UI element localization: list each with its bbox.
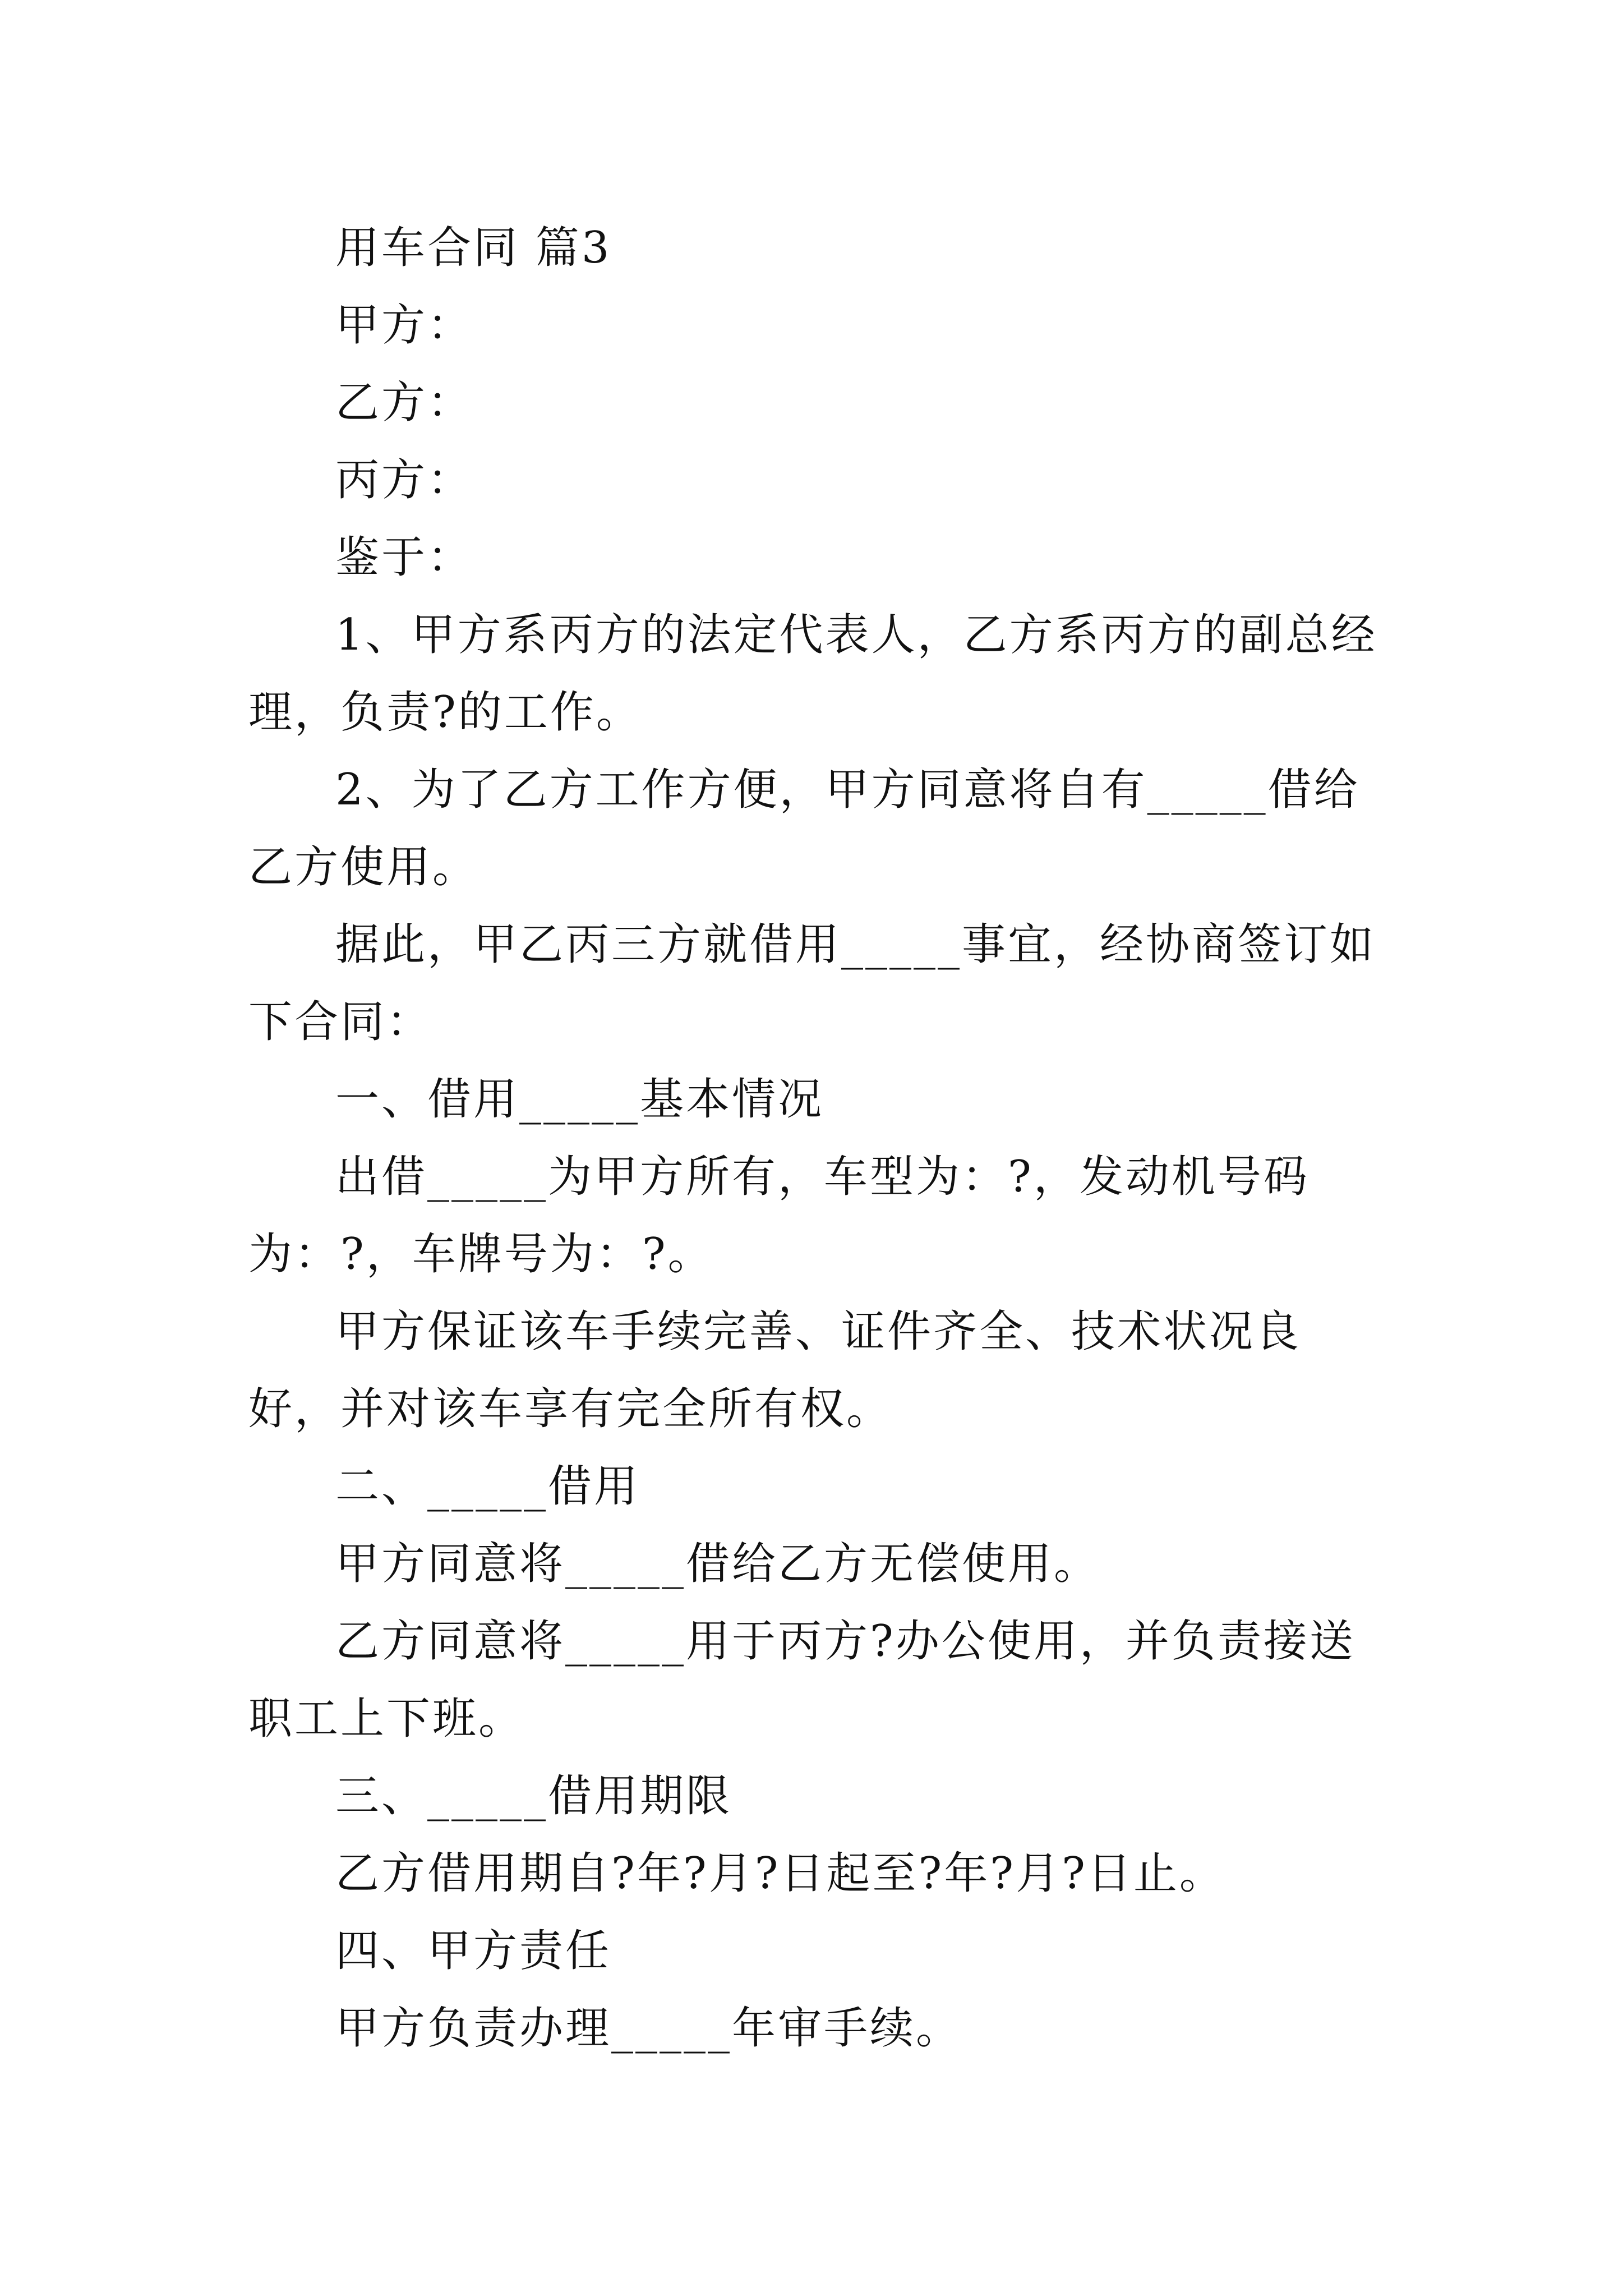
section-1-heading: 一、借用_____基本情况 [335, 1074, 824, 1125]
party-a-line: 甲方： [335, 300, 474, 351]
party-b-line: 乙方： [335, 378, 474, 428]
contract-title: 用车合同 篇3 [335, 223, 612, 273]
section-3-term: 乙方借用期自?年?月?日起至?年?月?日止。 [335, 1848, 1225, 1899]
section-1-vehicle-info: 出借_____为甲方所有，车型为：?，发动机号码为：?，车牌号为：?。 [248, 1152, 1310, 1280]
agreement-intro: 据此，甲乙丙三方就借用_____事宜，经协商签订如下合同： [248, 919, 1376, 1047]
section-2-clause-b: 乙方同意将_____用于丙方?办公使用，并负责接送职工上下班。 [248, 1616, 1355, 1744]
section-2-heading: 二、_____借用 [335, 1461, 640, 1512]
section-2-clause-a: 甲方同意将_____借给乙方无偿使用。 [335, 1539, 1100, 1589]
whereas-clause-1: 1、甲方系丙方的法定代表人，乙方系丙方的副总经理，负责?的工作。 [248, 610, 1377, 738]
section-4-heading: 四、甲方责任 [335, 1926, 612, 1976]
section-4-clause: 甲方负责办理_____年审手续。 [335, 2003, 962, 2054]
whereas-heading: 鉴于： [335, 532, 474, 583]
section-3-heading: 三、_____借用期限 [335, 1771, 732, 1821]
party-c-line: 丙方： [335, 455, 474, 505]
whereas-clause-2: 2、为了乙方工作方便，甲方同意将自有_____借给乙方使用。 [248, 765, 1360, 892]
contract-body [248, 209, 1381, 2067]
section-1-guarantee: 甲方保证该车手续完善、证件齐全、技术状况良好，并对该车享有完全所有权。 [248, 1306, 1302, 1434]
